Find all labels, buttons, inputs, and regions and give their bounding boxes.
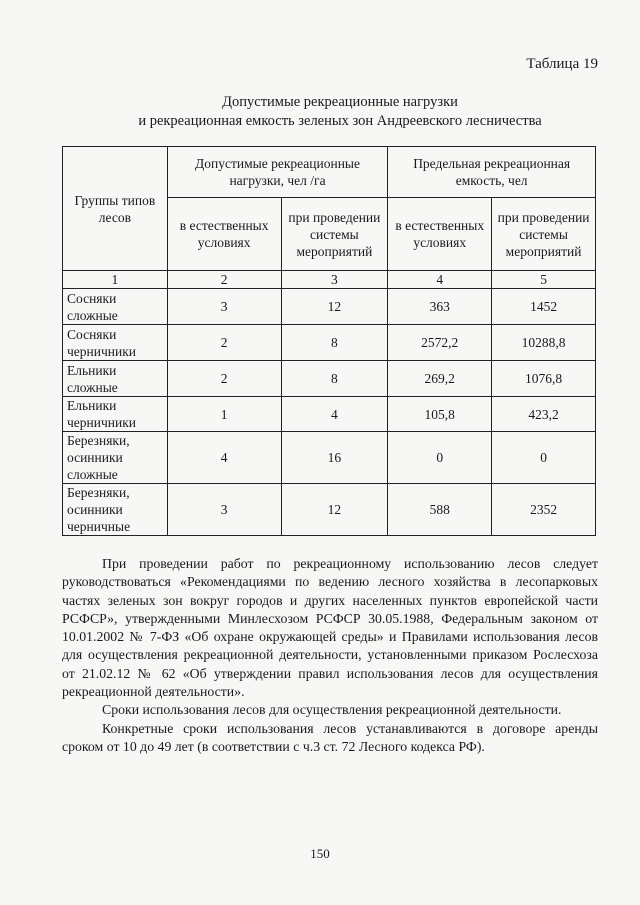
table-row	[63, 397, 596, 432]
capacity-natural: 363	[388, 289, 492, 325]
load-measures: 16	[281, 432, 388, 484]
table-row	[63, 432, 596, 484]
table-row	[63, 484, 596, 536]
column-number: 4	[388, 271, 492, 289]
capacity-measures: 1076,8	[492, 361, 596, 397]
capacity-measures: 2352	[492, 484, 596, 536]
header-capacity: Предельная рекреационная емкость, чел	[388, 147, 596, 198]
header-group: Группы типов лесов	[63, 147, 168, 271]
capacity-measures: 10288,8	[492, 325, 596, 361]
capacity-natural: 269,2	[388, 361, 492, 397]
forest-group-name: Ельники сложные	[63, 361, 168, 397]
load-measures: 12	[281, 484, 388, 536]
load-measures: 8	[281, 325, 388, 361]
column-number: 3	[281, 271, 388, 289]
header-capacity-measures: при проведении системы мероприятий	[492, 198, 596, 271]
capacity-measures: 1452	[492, 289, 596, 325]
forest-group-name: Ельники черничники	[63, 397, 168, 432]
paragraph: Сроки использования лесов для осуществления рекреационной деятельности.	[102, 702, 562, 718]
load-measures: 8	[281, 361, 388, 397]
header-loads-measures: при проведении системы мероприятий	[281, 198, 388, 271]
paragraph: Конкретные сроки использования лесов устанавливаются в договоре аренды сроком от 10 до 49 лет (в соответствии с ч.3 ст. 72 Лесного кодекса РФ).	[62, 720, 598, 754]
header-loads-natural: в естественных условиях	[167, 198, 281, 271]
table-row	[63, 325, 596, 361]
table-title-line-2: и рекреационная емкость зеленых зон Андреевского лесничества	[138, 113, 542, 129]
header-capacity-natural: в естественных условиях	[388, 198, 492, 271]
load-natural: 2	[167, 325, 281, 361]
column-numbers-row	[63, 271, 596, 289]
recreation-table	[62, 146, 596, 536]
header-loads: Допустимые рекреационные нагрузки, чел /га	[167, 147, 388, 198]
column-number: 1	[63, 271, 168, 289]
capacity-measures: 0	[492, 432, 596, 484]
column-number: 5	[492, 271, 596, 289]
load-natural: 3	[167, 289, 281, 325]
load-measures: 12	[281, 289, 388, 325]
column-number: 2	[167, 271, 281, 289]
forest-group-name: Березняки, осинники сложные	[63, 432, 168, 484]
table-row	[63, 361, 596, 397]
table-title	[80, 93, 600, 131]
capacity-natural: 588	[388, 484, 492, 536]
capacity-natural: 2572,2	[388, 325, 492, 361]
capacity-natural: 105,8	[388, 397, 492, 432]
capacity-measures: 423,2	[492, 397, 596, 432]
body-text	[62, 555, 598, 756]
page-number: 150	[310, 846, 330, 861]
load-natural: 3	[167, 484, 281, 536]
forest-group-name: Березняки, осинники черничные	[63, 484, 168, 536]
forest-group-name: Сосняки сложные	[63, 289, 168, 325]
load-natural: 4	[167, 432, 281, 484]
table-number-label: Таблица 19	[526, 56, 598, 72]
table-title-line-1: Допустимые рекреационные нагрузки	[222, 94, 458, 110]
capacity-natural: 0	[388, 432, 492, 484]
load-measures: 4	[281, 397, 388, 432]
paragraph: При проведении работ по рекреационному использованию лесов следует руководствоваться «Рекомендациями по ведению лесного хозяйства в лесопарковых частях зеленых зон вокруг городов и других населенных пунктов европейской части РСФСР», утвержденными Минлесхозом РСФСР 30.05.1988, Федеральным законом от 10.01.2002 № 7-ФЗ «Об охране окружающей среды» и Правилами использования лесов для осуществления рекреационной деятельности, установленными приказом Рослесхоза от 21.02.12 № 62 «Об утверждении правил использования лесов для осуществления рекреационной деятельности».	[62, 556, 598, 700]
load-natural: 1	[167, 397, 281, 432]
table-row	[63, 289, 596, 325]
forest-group-name: Сосняки черничники	[63, 325, 168, 361]
load-natural: 2	[167, 361, 281, 397]
